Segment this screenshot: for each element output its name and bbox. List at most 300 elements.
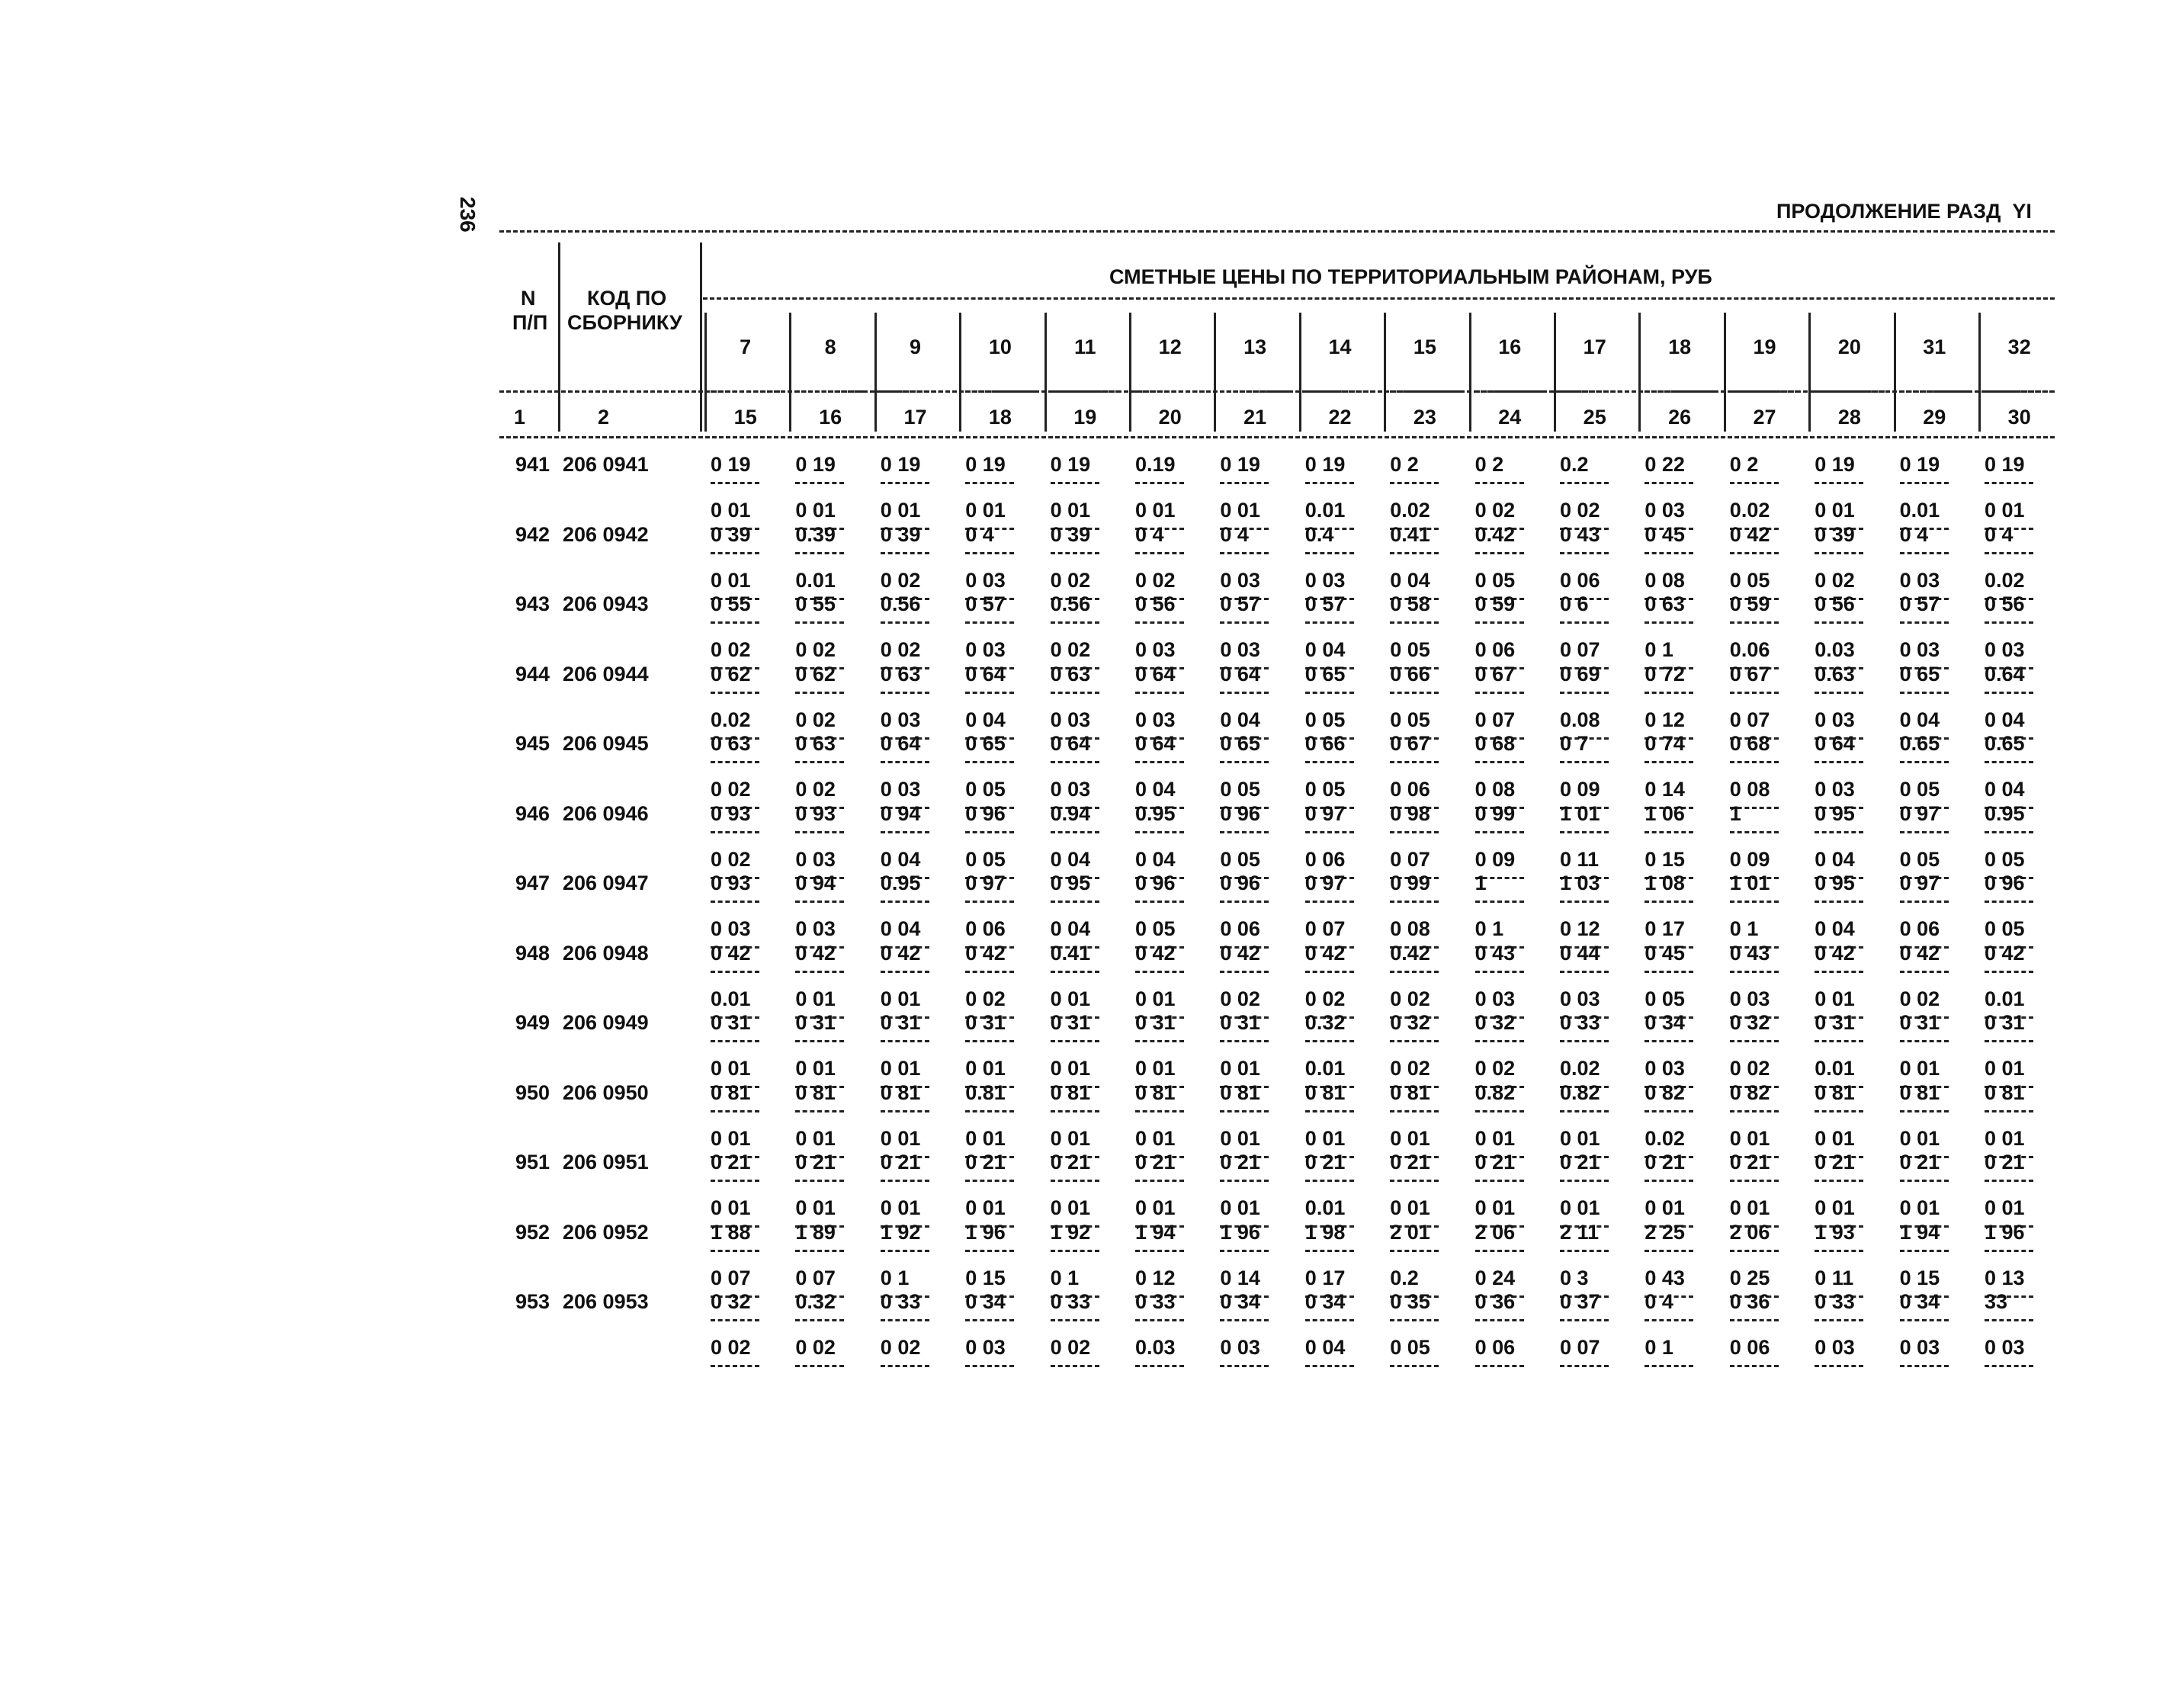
- fraction-rule: [1305, 1110, 1354, 1112]
- price-bottom: 0 02: [795, 1336, 836, 1359]
- district-header: 16: [1498, 336, 1522, 358]
- fraction-rule: [1390, 971, 1439, 973]
- price-bottom: 0 03: [1220, 1336, 1260, 1359]
- price-top: 0 4: [1899, 522, 1929, 546]
- fraction-rule: [881, 1250, 929, 1252]
- col-n-header-1: N: [521, 287, 536, 310]
- price-top: 0 21: [1985, 1151, 2025, 1173]
- header-cell-rule: [881, 390, 950, 393]
- price-top: 0 31: [711, 1011, 751, 1034]
- price-top: 0 21: [1220, 1151, 1260, 1173]
- fraction-rule: [1051, 901, 1099, 903]
- col-number: 20: [1158, 406, 1182, 429]
- price-top: 1 88: [711, 1220, 751, 1244]
- price-bottom: 0 01: [1050, 1057, 1091, 1080]
- price-top: 2 01: [1390, 1220, 1430, 1244]
- price-top: 0 65: [1899, 662, 1940, 685]
- fraction-rule: [1051, 1110, 1099, 1112]
- price-bottom: 0 05: [1390, 638, 1430, 661]
- price-top: 0 81: [1899, 1080, 1940, 1104]
- price-bottom: 0 02: [965, 987, 1006, 1010]
- price-top: 0 19: [965, 453, 1006, 476]
- district-header: 8: [824, 336, 836, 358]
- fraction-rule: [1985, 761, 2033, 763]
- price-top: 0 31: [795, 1011, 836, 1034]
- col-divider: [704, 313, 707, 432]
- price-bottom: 0 02: [711, 847, 751, 871]
- price-bottom: 0.2: [1390, 1266, 1419, 1289]
- price-bottom: 0 01: [1985, 1057, 2025, 1080]
- price-bottom: 0 03: [1899, 638, 1940, 661]
- price-top: 1 96: [965, 1220, 1006, 1244]
- fraction-rule: [1645, 621, 1693, 624]
- fraction-rule: [795, 1250, 844, 1252]
- price-bottom: 0 06: [1474, 1336, 1516, 1359]
- fraction-rule: [1305, 1040, 1354, 1042]
- price-bottom: 0 05: [965, 778, 1006, 801]
- price-top: 0 19: [1899, 453, 1940, 476]
- fraction-rule: [1390, 1040, 1439, 1042]
- price-bottom: 0 02: [880, 1336, 921, 1359]
- district-header: 32: [2007, 336, 2031, 358]
- price-top: 0 33: [1050, 1290, 1091, 1313]
- fraction-rule: [1305, 761, 1354, 763]
- fraction-rule: [1560, 901, 1609, 903]
- fraction-rule: [795, 761, 844, 763]
- fraction-rule: [1475, 971, 1524, 973]
- price-bottom: 0 02: [711, 778, 751, 801]
- price-top: 0 31: [1985, 1011, 2025, 1034]
- price-top: 0 82: [1645, 1080, 1685, 1104]
- price-top: 0 64: [1135, 732, 1176, 755]
- row-code: 206 0953: [563, 1290, 649, 1313]
- fraction-rule: [965, 1319, 1014, 1321]
- price-top: 0 2: [1390, 453, 1419, 476]
- price-bottom: 0 09: [1560, 778, 1600, 801]
- price-bottom: 0 01: [1474, 1126, 1516, 1150]
- price-bottom: 0 03: [1050, 708, 1091, 731]
- fraction-rule: [1815, 1180, 1863, 1182]
- fraction-rule: [1051, 1180, 1099, 1182]
- fraction-rule: [1645, 482, 1693, 484]
- price-top: 0.41: [1050, 941, 1091, 965]
- fraction-rule: [795, 621, 844, 624]
- top-rule: [499, 230, 2055, 233]
- fraction-rule: [1305, 1250, 1354, 1252]
- price-top: 0 2: [1474, 453, 1504, 476]
- price-top: 0 63: [1645, 592, 1685, 615]
- price-bottom: 0.02: [1560, 1057, 1600, 1080]
- col-code-header-2: СБОРНИКУ: [567, 311, 682, 334]
- fraction-rule: [1051, 482, 1099, 484]
- price-top: 0 42: [1985, 941, 2025, 965]
- row-number: 953: [515, 1290, 550, 1313]
- fraction-rule: [1985, 1180, 2033, 1182]
- price-bottom: 0 03: [1815, 1336, 1855, 1359]
- fraction-rule: [1135, 552, 1184, 554]
- fraction-rule: [1220, 621, 1269, 624]
- price-bottom: 0 01: [965, 1057, 1006, 1080]
- price-top: 0 21: [1815, 1151, 1855, 1173]
- price-bottom: 0 09: [1729, 847, 1770, 871]
- price-bottom: 0 04: [1135, 778, 1176, 801]
- price-top: 0 96: [965, 801, 1006, 825]
- fraction-rule: [1390, 552, 1439, 554]
- price-top: 0 66: [1304, 732, 1346, 755]
- price-bottom: 0.01: [1815, 1057, 1855, 1080]
- fraction-rule: [1560, 1250, 1609, 1252]
- col-number: 26: [1668, 406, 1692, 429]
- fraction-rule: [1730, 901, 1779, 903]
- col-code-header-1: КОД ПО: [587, 287, 667, 310]
- price-top: 0 21: [1050, 1151, 1091, 1173]
- header-cell-rule: [1560, 390, 1629, 393]
- col-number: 25: [1583, 406, 1606, 429]
- row-number: 948: [515, 941, 550, 965]
- fraction-rule: [881, 1180, 929, 1182]
- prices-title: СМЕТНЫЕ ЦЕНЫ ПО ТЕРРИТОРИАЛЬНЫМ РАЙОНАМ, РУБ: [1109, 265, 1712, 288]
- fraction-rule: [711, 482, 759, 484]
- price-top: 0 65: [1220, 732, 1260, 755]
- price-top: 0 81: [1390, 1080, 1430, 1104]
- price-bottom: 0 01: [795, 1057, 836, 1080]
- price-bottom: 0 01: [711, 1126, 751, 1150]
- price-top: 0.41: [1390, 522, 1430, 546]
- price-top: 0 21: [1390, 1151, 1430, 1173]
- col-number: 24: [1498, 406, 1522, 429]
- price-bottom: 0 02: [1474, 1057, 1516, 1080]
- price-bottom: 0 02: [1390, 987, 1430, 1010]
- price-top: 0.94: [1050, 801, 1091, 825]
- price-top: 0.95: [1985, 801, 2025, 825]
- price-top: 0.82: [1560, 1080, 1600, 1104]
- price-bottom: 0 17: [1645, 917, 1685, 940]
- price-top: 1 94: [1135, 1220, 1176, 1244]
- price-bottom: 0 05: [1304, 778, 1346, 801]
- price-top: 0 62: [795, 662, 836, 685]
- price-top: 1: [1729, 801, 1741, 825]
- fraction-rule: [1900, 1040, 1949, 1042]
- price-top: 0.95: [880, 872, 921, 894]
- price-top: 0 56: [1135, 592, 1176, 615]
- fraction-rule: [711, 1180, 759, 1182]
- price-bottom: 0 02: [1390, 1057, 1430, 1080]
- price-bottom: 0 11: [1815, 1266, 1854, 1289]
- fraction-rule: [1645, 1040, 1693, 1042]
- district-header: 14: [1328, 336, 1352, 358]
- price-bottom: 0.03: [1135, 1336, 1176, 1359]
- fraction-rule: [1475, 1250, 1524, 1252]
- price-top: 0 42: [1729, 522, 1770, 546]
- price-bottom: 0 3: [1560, 1266, 1589, 1289]
- fraction-rule: [1900, 621, 1949, 624]
- price-top: 0 21: [1560, 1151, 1600, 1173]
- price-bottom: 0 01: [1560, 1126, 1600, 1150]
- price-top: 0 34: [1899, 1290, 1940, 1313]
- price-top: 0 67: [1390, 732, 1430, 755]
- header-cell-rule: [795, 390, 865, 393]
- fraction-rule: [1730, 1180, 1779, 1182]
- fraction-rule: [881, 552, 929, 554]
- fraction-rule: [1985, 971, 2033, 973]
- row-code: 206 0946: [563, 801, 649, 825]
- price-bottom: 0 03: [965, 638, 1006, 661]
- fraction-rule: [881, 1365, 929, 1367]
- price-top: 0 93: [711, 801, 751, 825]
- fraction-rule: [1645, 692, 1693, 694]
- price-bottom: 0 07: [1729, 708, 1770, 731]
- fraction-rule: [1645, 831, 1693, 833]
- col-divider: [558, 242, 560, 432]
- fraction-rule: [1390, 1110, 1439, 1112]
- header-cell-rule: [1051, 390, 1120, 393]
- price-bottom: 0 03: [1135, 638, 1176, 661]
- price-bottom: 0 05: [1390, 708, 1430, 731]
- price-top: 0 74: [1645, 732, 1685, 755]
- price-bottom: 0 13: [1985, 1266, 2025, 1289]
- price-top: 0 45: [1645, 941, 1685, 965]
- price-bottom: 0 01: [1220, 499, 1260, 522]
- price-bottom: 0 01: [1815, 987, 1855, 1010]
- price-bottom: 0.01: [1899, 499, 1940, 522]
- row-number: 949: [515, 1011, 550, 1034]
- price-top: 0 4: [1135, 522, 1164, 546]
- price-top: 1 96: [1220, 1220, 1260, 1244]
- price-bottom: 0 06: [1304, 847, 1346, 871]
- price-top: 0 21: [880, 1151, 921, 1173]
- price-top: 0 39: [711, 522, 751, 546]
- fraction-rule: [1051, 831, 1099, 833]
- fraction-rule: [1390, 1319, 1439, 1321]
- fraction-rule: [1560, 1319, 1609, 1321]
- fraction-rule: [965, 1365, 1014, 1367]
- price-top: 0.56: [1050, 592, 1091, 615]
- fraction-rule: [881, 761, 929, 763]
- price-bottom: 0 01: [1220, 1196, 1260, 1219]
- fraction-rule: [1985, 831, 2033, 833]
- price-top: 0 37: [1560, 1290, 1600, 1313]
- fraction-rule: [1220, 482, 1269, 484]
- price-bottom: 0 05: [1899, 778, 1940, 801]
- price-top: 1 03: [1560, 872, 1600, 894]
- price-top: 0 56: [1815, 592, 1855, 615]
- price-top: 0 63: [711, 732, 751, 755]
- price-top: 0 81: [880, 1080, 921, 1104]
- price-top: 0 94: [880, 801, 921, 825]
- fraction-rule: [1730, 621, 1779, 624]
- price-top: 1 89: [795, 1220, 836, 1244]
- price-top: 0 34: [1645, 1011, 1685, 1034]
- fraction-rule: [1560, 692, 1609, 694]
- row-code: 206 0950: [563, 1080, 649, 1104]
- price-top: 0.63: [1815, 662, 1855, 685]
- price-top: 0 59: [1729, 592, 1770, 615]
- fraction-rule: [1815, 1250, 1863, 1252]
- fraction-rule: [1135, 831, 1184, 833]
- price-bottom: 0 06: [1899, 917, 1940, 940]
- fraction-rule: [1985, 482, 2033, 484]
- fraction-rule: [1135, 692, 1184, 694]
- fraction-rule: [1900, 1110, 1949, 1112]
- price-bottom: 0 01: [880, 987, 921, 1010]
- row-code: 206 0952: [563, 1220, 649, 1244]
- price-bottom: 0 01: [1050, 1126, 1091, 1150]
- price-top: 0 81: [711, 1080, 751, 1104]
- price-top: 0.65: [1985, 732, 2025, 755]
- fraction-rule: [1135, 1250, 1184, 1252]
- fraction-rule: [1815, 831, 1863, 833]
- price-bottom: 0 17: [1304, 1266, 1346, 1289]
- price-top: 1 93: [1815, 1220, 1855, 1244]
- fraction-rule: [1051, 692, 1099, 694]
- price-top: 0 32: [711, 1290, 751, 1313]
- fraction-rule: [1475, 761, 1524, 763]
- price-top: 0 42: [965, 941, 1006, 965]
- price-bottom: 0 01: [880, 1057, 921, 1080]
- price-bottom: 0 02: [1815, 568, 1855, 592]
- price-bottom: 0 05: [1899, 847, 1940, 871]
- header-cell-rule: [1305, 390, 1375, 393]
- price-bottom: 0 03: [1560, 987, 1600, 1010]
- fraction-rule: [1730, 971, 1779, 973]
- row-code: 206 0945: [563, 732, 649, 755]
- price-top: 0 68: [1474, 732, 1516, 755]
- fraction-rule: [1985, 1365, 2033, 1367]
- col-divider: [700, 242, 702, 432]
- fraction-rule: [1645, 1319, 1693, 1321]
- price-bottom: 0 02: [1560, 499, 1600, 522]
- fraction-rule: [881, 1110, 929, 1112]
- price-top: 0 39: [1050, 522, 1091, 546]
- price-top: 1: [1474, 872, 1487, 894]
- price-bottom: 0 01: [1729, 1126, 1770, 1150]
- fraction-rule: [711, 1110, 759, 1112]
- price-top: 0 21: [1304, 1151, 1346, 1173]
- fraction-rule: [1645, 901, 1693, 903]
- price-top: 0 6: [1560, 592, 1589, 615]
- price-top: 0 67: [1729, 662, 1770, 685]
- price-top: 0.19: [1135, 453, 1176, 476]
- fraction-rule: [1390, 901, 1439, 903]
- price-top: 0 81: [795, 1080, 836, 1104]
- fraction-rule: [1390, 1250, 1439, 1252]
- price-bottom: 0 02: [795, 778, 836, 801]
- price-bottom: 0 1: [1645, 638, 1673, 661]
- price-bottom: 0 01: [965, 1126, 1006, 1150]
- fraction-rule: [1900, 482, 1949, 484]
- price-bottom: 0 02: [1050, 1336, 1091, 1359]
- district-header: 18: [1668, 336, 1692, 358]
- price-top: 0 21: [1474, 1151, 1516, 1173]
- price-top: 0 81: [1985, 1080, 2025, 1104]
- fraction-rule: [1900, 901, 1949, 903]
- fraction-rule: [1730, 761, 1779, 763]
- price-bottom: 0 1: [1645, 1336, 1673, 1359]
- price-top: 0 44: [1560, 941, 1600, 965]
- price-bottom: 0 04: [1304, 638, 1346, 661]
- fraction-rule: [1560, 482, 1609, 484]
- price-bottom: 0 03: [1899, 1336, 1940, 1359]
- fraction-rule: [881, 482, 929, 484]
- price-bottom: 0 01: [880, 1126, 921, 1150]
- price-bottom: 0 01: [1135, 1126, 1176, 1150]
- fraction-rule: [795, 831, 844, 833]
- price-bottom: 0 01: [1815, 499, 1855, 522]
- price-bottom: 0 03: [965, 568, 1006, 592]
- price-top: 0.2: [1560, 453, 1589, 476]
- col-divider: [1299, 313, 1301, 432]
- fraction-rule: [1051, 1040, 1099, 1042]
- col-divider: [1469, 313, 1471, 432]
- fraction-rule: [965, 1040, 1014, 1042]
- price-bottom: 0 04: [965, 708, 1006, 731]
- fraction-rule: [1220, 761, 1269, 763]
- fraction-rule: [1220, 1319, 1269, 1321]
- price-bottom: 0 03: [795, 847, 836, 871]
- price-bottom: 0 03: [795, 917, 836, 940]
- row-number: 952: [515, 1220, 550, 1244]
- price-bottom: 0 04: [1304, 1336, 1346, 1359]
- price-top: 0 57: [1899, 592, 1940, 615]
- price-bottom: 0 02: [1304, 987, 1346, 1010]
- price-bottom: 0.01: [1304, 1196, 1346, 1219]
- price-top: 0.95: [1135, 801, 1176, 825]
- fraction-rule: [1815, 1040, 1863, 1042]
- price-bottom: 0.01: [1304, 1057, 1346, 1080]
- price-bottom: 0 03: [1474, 987, 1516, 1010]
- fraction-rule: [1815, 901, 1863, 903]
- price-bottom: 0 03: [1729, 987, 1770, 1010]
- col-divider: [1554, 313, 1556, 432]
- price-top: 0 64: [1135, 662, 1176, 685]
- fraction-rule: [1900, 831, 1949, 833]
- col-number: 2: [598, 406, 610, 429]
- price-top: 0 21: [1899, 1151, 1940, 1173]
- price-bottom: 0 1: [1729, 917, 1759, 940]
- price-bottom: 0 06: [1474, 638, 1516, 661]
- district-header: 10: [988, 336, 1012, 358]
- fraction-rule: [965, 552, 1014, 554]
- district-header: 13: [1243, 336, 1267, 358]
- price-bottom: 0 01: [1815, 1196, 1855, 1219]
- price-bottom: 0 03: [1135, 708, 1176, 731]
- price-bottom: 0 24: [1474, 1266, 1516, 1289]
- price-top: 0 55: [795, 592, 836, 615]
- price-bottom: 0.01: [795, 568, 836, 592]
- price-bottom: 0 01: [711, 568, 751, 592]
- price-top: 0 31: [965, 1011, 1006, 1034]
- price-bottom: 0 03: [1220, 568, 1260, 592]
- price-top: 0.82: [1474, 1080, 1516, 1104]
- fraction-rule: [1051, 761, 1099, 763]
- fraction-rule: [1645, 1365, 1693, 1367]
- fraction-rule: [1815, 971, 1863, 973]
- continuation-label: ПРОДОЛЖЕНИЕ РАЗД YI: [1776, 200, 2032, 223]
- fraction-rule: [1730, 482, 1779, 484]
- price-top: 0 33: [880, 1290, 921, 1313]
- price-bottom: 0 02: [1135, 568, 1176, 592]
- fraction-rule: [711, 1319, 759, 1321]
- fraction-rule: [1560, 831, 1609, 833]
- header-cell-rule: [1135, 390, 1205, 393]
- fraction-rule: [1475, 692, 1524, 694]
- price-bottom: 0 01: [1050, 1196, 1091, 1219]
- row-number: 951: [515, 1151, 550, 1173]
- column-numbers-rule: [499, 436, 2055, 438]
- fraction-rule: [1815, 1365, 1863, 1367]
- price-top: 0 42: [880, 941, 921, 965]
- price-top: 0 96: [1220, 872, 1260, 894]
